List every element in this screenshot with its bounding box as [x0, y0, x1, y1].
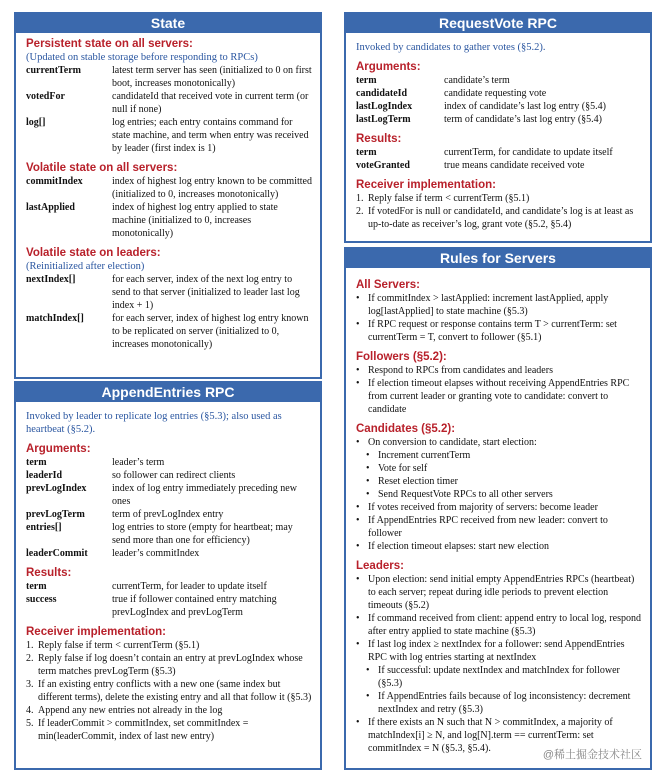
append-args — [26, 456, 312, 560]
field-description: so follower can redirect clients — [112, 470, 236, 481]
append-results — [26, 580, 312, 619]
vote-args — [356, 74, 642, 126]
bullet-icon: • — [366, 691, 370, 702]
item-number: 4. — [26, 705, 34, 716]
vote-receiver-list — [356, 192, 642, 231]
item-text: If command received from client: append entry to local log, respond after entry applied to state machine (§5.3) — [368, 613, 641, 637]
item-text: Append any new entries not already in the log — [38, 705, 223, 716]
table-row — [26, 593, 312, 619]
list-item — [356, 664, 642, 690]
rules-followers-list — [356, 364, 642, 416]
item-text: If there exists an N such that N > commitIndex, a majority of matchIndex[i] ≥ N, and log[N].term == currentTerm: set commitIndex = N (§5.3, §5.4). — [368, 717, 613, 754]
field-name: term — [26, 581, 47, 592]
item-text: Reply false if term < currentTerm (§5.1) — [368, 193, 530, 204]
list-item — [26, 652, 312, 678]
field-description: for each server, index of the next log entry to send to that server (initialized to leader last log index + 1) — [112, 274, 300, 311]
append-entries-title: AppendEntries RPC — [16, 383, 320, 402]
field-description: index of candidate’s last log entry (§5.4) — [444, 101, 606, 112]
field-description: index of highest log entry known to be committed (initialized to 0, increases monotonically) — [112, 176, 312, 200]
item-text: Reset election timer — [378, 476, 458, 487]
bullet-icon: • — [356, 365, 360, 376]
field-name: term — [356, 75, 377, 86]
list-item — [26, 704, 312, 717]
field-description: currentTerm, for leader to update itself — [112, 581, 267, 592]
append-results-heading: Results: — [26, 567, 72, 579]
table-row — [26, 580, 312, 593]
table-row — [26, 482, 312, 508]
list-item — [356, 514, 642, 540]
item-text: If successful: update nextIndex and matchIndex for follower (§5.3) — [378, 665, 620, 689]
bullet-icon: • — [356, 574, 360, 585]
field-name: term — [356, 147, 377, 158]
item-text: Increment currentTerm — [378, 450, 471, 461]
bullet-icon: • — [366, 665, 370, 676]
field-name: nextIndex[] — [26, 274, 76, 285]
item-text: If AppendEntries RPC received from new leader: convert to follower — [368, 515, 608, 539]
field-name: leaderCommit — [26, 548, 88, 559]
volatile-all-rows — [26, 175, 312, 240]
list-item — [26, 678, 312, 704]
table-row — [26, 116, 312, 155]
list-item — [356, 364, 642, 377]
table-row — [356, 74, 642, 87]
list-item — [356, 573, 642, 612]
vote-receiver-heading: Receiver implementation: — [356, 179, 496, 191]
table-row — [356, 100, 642, 113]
field-name: commitIndex — [26, 176, 83, 187]
table-row — [26, 508, 312, 521]
item-number: 1. — [26, 640, 34, 651]
table-row — [26, 273, 312, 312]
item-number: 5. — [26, 718, 34, 729]
list-item — [356, 690, 642, 716]
item-text: If last log index ≥ nextIndex for a follower: send AppendEntries RPC with log entries starting at nextIndex — [368, 639, 625, 663]
table-row — [356, 159, 642, 172]
bullet-icon: • — [366, 450, 370, 461]
field-name: prevLogIndex — [26, 483, 87, 494]
bullet-icon: • — [356, 515, 360, 526]
list-item — [356, 462, 642, 475]
list-item — [356, 192, 642, 205]
field-name: lastApplied — [26, 202, 75, 213]
append-args-heading: Arguments: — [26, 443, 91, 455]
bullet-icon: • — [356, 319, 360, 330]
field-description: index of highest log entry applied to state machine (initialized to 0, increases monotonically) — [112, 202, 278, 239]
list-item — [26, 717, 312, 743]
item-text: Send RequestVote RPCs to all other servers — [378, 489, 553, 500]
field-description: term of candidate’s last log entry (§5.4) — [444, 114, 603, 125]
bullet-icon: • — [356, 541, 360, 552]
list-item — [26, 639, 312, 652]
field-description: latest term server has seen (initialized to 0 on first boot, increases monotonically) — [112, 65, 312, 89]
list-item — [356, 318, 642, 344]
bullet-icon: • — [356, 293, 360, 304]
request-vote-title: RequestVote RPC — [346, 14, 650, 33]
persistent-rows — [26, 64, 312, 155]
field-description: true if follower contained entry matching prevLogIndex and prevLogTerm — [112, 594, 277, 618]
field-name: term — [26, 457, 47, 468]
item-text: Reply false if term < currentTerm (§5.1) — [38, 640, 200, 651]
rules-candidates-heading: Candidates (§5.2): — [356, 423, 456, 435]
bullet-icon: • — [356, 613, 360, 624]
persistent-note: (Updated on stable storage before responding to RPCs) — [26, 52, 258, 63]
vote-results-heading: Results: — [356, 133, 402, 145]
item-text: If an existing entry conflicts with a new one (same index but different terms), delete the existing entry and all that follow it (§5.3) — [38, 679, 312, 703]
list-item — [356, 475, 642, 488]
rules-all-heading: All Servers: — [356, 279, 420, 291]
item-text: If RPC request or response contains term T > currentTerm: set currentTerm = T, convert to follower (§5.1) — [368, 319, 617, 343]
list-item — [356, 377, 642, 416]
item-text: If votedFor is null or candidateId, and candidate’s log is at least as up-to-date as receiver’s log, grant vote (§5.2, §5.4) — [368, 206, 634, 230]
field-name: lastLogIndex — [356, 101, 413, 112]
table-row — [26, 456, 312, 469]
item-number: 2. — [26, 653, 34, 664]
bullet-icon: • — [366, 489, 370, 500]
field-name: lastLogTerm — [356, 114, 411, 125]
table-row — [26, 175, 312, 201]
field-description: leader’s term — [112, 457, 165, 468]
list-item — [356, 205, 642, 231]
rules-candidates-rest — [356, 501, 642, 553]
table-row — [26, 312, 312, 351]
append-entries-intro: Invoked by leader to replicate log entries (§5.3); also used as heartbeat (§5.2). — [26, 411, 282, 435]
state-panel — [14, 12, 322, 379]
field-description: log entries; each entry contains command for state machine, and term when entry was received by leader (first index is 1) — [112, 117, 309, 154]
rules-candidates-sub — [356, 449, 642, 501]
bullet-icon: • — [356, 378, 360, 389]
item-text: If election timeout elapses: start new election — [368, 541, 550, 552]
rules-title: Rules for Servers — [346, 249, 650, 268]
item-text: If commitIndex > lastApplied: increment lastApplied, apply log[lastApplied] to state machine (§5.3) — [368, 293, 609, 317]
field-name: prevLogTerm — [26, 509, 85, 520]
table-row — [26, 469, 312, 482]
table-row — [356, 87, 642, 100]
item-text: Respond to RPCs from candidates and leaders — [368, 365, 553, 376]
field-description: candidate requesting vote — [444, 88, 547, 99]
list-item — [356, 638, 642, 664]
table-row — [26, 547, 312, 560]
item-text: If election timeout elapses without receiving AppendEntries RPC from current leader or granting vote to candidate: convert to candidate — [368, 378, 630, 415]
vote-results — [356, 146, 642, 172]
field-name: votedFor — [26, 91, 65, 102]
field-name: leaderId — [26, 470, 63, 481]
rules-followers-heading: Followers (§5.2): — [356, 351, 447, 363]
field-name: success — [26, 594, 57, 605]
rules-panel — [344, 247, 652, 770]
item-number: 1. — [356, 193, 364, 204]
list-item — [356, 449, 642, 462]
state-title: State — [16, 14, 320, 33]
item-text: Upon election: send initial empty AppendEntries RPCs (heartbeat) to each server; repeat during idle periods to prevent election timeouts (§5.2) — [368, 574, 635, 611]
list-item — [356, 540, 642, 553]
table-row — [356, 113, 642, 126]
table-row — [356, 146, 642, 159]
vote-args-heading: Arguments: — [356, 61, 421, 73]
request-vote-intro: Invoked by candidates to gather votes (§5.2). — [356, 42, 546, 53]
item-number: 3. — [26, 679, 34, 690]
volatile-leaders-note: (Reinitialized after election) — [26, 261, 145, 272]
watermark: @稀土掘金技术社区 — [542, 749, 642, 761]
rules-all-list — [356, 292, 642, 344]
item-text: If votes received from majority of servers: become leader — [368, 502, 598, 513]
field-description: true means candidate received vote — [444, 160, 585, 171]
table-row — [26, 201, 312, 240]
field-name: matchIndex[] — [26, 313, 84, 324]
bullet-icon: • — [366, 476, 370, 487]
list-item — [356, 488, 642, 501]
field-description: leader’s commitIndex — [112, 548, 200, 559]
append-receiver-list — [26, 639, 312, 743]
field-name: entries[] — [26, 522, 62, 533]
field-name: log[] — [26, 117, 46, 128]
append-entries-panel — [14, 381, 322, 770]
list-item — [356, 501, 642, 514]
rules-leaders-sub — [356, 664, 642, 716]
table-row — [26, 521, 312, 547]
item-text: Reply false if log doesn’t contain an entry at prevLogIndex whose term matches prevLogTerm (§5.3) — [38, 653, 303, 677]
field-description: index of log entry immediately preceding new ones — [112, 483, 297, 507]
volatile-leaders-heading: Volatile state on leaders: — [26, 247, 161, 259]
field-description: currentTerm, for candidate to update itself — [444, 147, 613, 158]
bullet-icon: • — [356, 639, 360, 650]
field-name: voteGranted — [356, 160, 410, 171]
volatile-all-heading: Volatile state on all servers: — [26, 162, 178, 174]
rules-leaders-a — [356, 573, 642, 664]
field-description: term of prevLogIndex entry — [112, 509, 224, 520]
item-text: Vote for self — [378, 463, 428, 474]
item-text: If AppendEntries fails because of log inconsistency: decrement nextIndex and retry (§5.3) — [378, 691, 631, 715]
field-description: candidateId that received vote in current term (or null if none) — [112, 91, 309, 115]
item-text: If leaderCommit > commitIndex, set commitIndex = min(leaderCommit, index of last new entry) — [38, 718, 249, 742]
field-description: for each server, index of highest log entry known to be replicated on server (initialized to 0, increases monotonically) — [112, 313, 309, 350]
append-receiver-heading: Receiver implementation: — [26, 626, 166, 638]
list-item: • On conversion to candidate, start election: — [356, 437, 537, 448]
bullet-icon: • — [356, 717, 360, 728]
list-item — [356, 292, 642, 318]
persistent-heading: Persistent state on all servers: — [26, 38, 193, 50]
table-row — [26, 90, 312, 116]
rules-candidates-list — [356, 436, 642, 449]
request-vote-panel — [344, 12, 652, 243]
field-description: candidate’s term — [444, 75, 510, 86]
table-row — [26, 64, 312, 90]
field-description: log entries to store (empty for heartbeat; may send more than one for efficiency) — [112, 522, 293, 546]
volatile-leaders-rows — [26, 273, 312, 351]
field-name: candidateId — [356, 88, 408, 99]
item-number: 2. — [356, 206, 364, 217]
rules-leaders-heading: Leaders: — [356, 560, 404, 572]
bullet-icon: • — [366, 463, 370, 474]
bullet-icon: • — [356, 502, 360, 513]
field-name: currentTerm — [26, 65, 81, 76]
list-item — [356, 612, 642, 638]
